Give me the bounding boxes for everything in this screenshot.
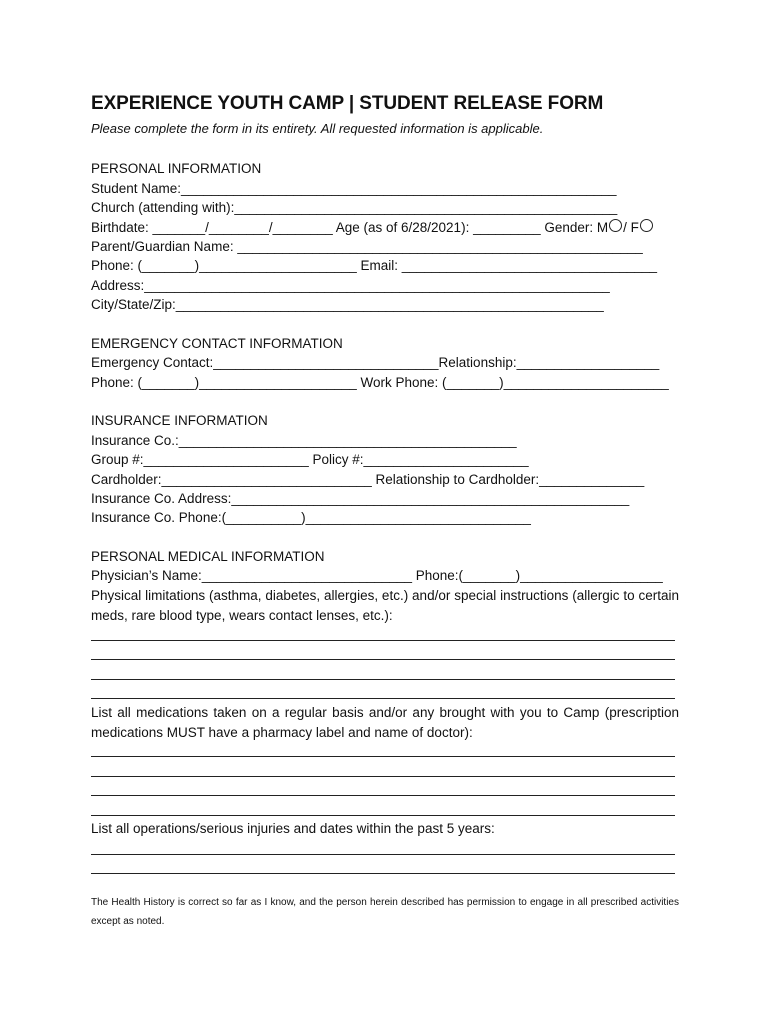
operations-line[interactable] xyxy=(91,854,675,855)
emergency-contact-field[interactable]: Emergency Contact:______________________________Relationship:___________________ xyxy=(91,355,660,370)
form-subtitle: Please complete the form in its entirety. All requested information is applicable. xyxy=(91,121,544,136)
form-title: EXPERIENCE YOUTH CAMP | STUDENT RELEASE FORM xyxy=(91,93,604,114)
insurance-phone-field[interactable]: Insurance Co. Phone:(__________)______________________________ xyxy=(91,510,531,525)
student-name-field[interactable]: Student Name:__________________________________________________________ xyxy=(91,181,617,196)
church-field[interactable]: Church (attending with):___________________________________________________ xyxy=(91,200,618,215)
limitations-line[interactable] xyxy=(91,659,675,660)
emergency-heading: EMERGENCY CONTACT INFORMATION xyxy=(91,336,343,351)
physician-field[interactable]: Physician’s Name:____________________________ Phone:(_______)___________________ xyxy=(91,568,663,583)
operations-line[interactable] xyxy=(91,873,675,874)
limitations-line[interactable] xyxy=(91,640,675,641)
limitations-prompt: Physical limitations (asthma, diabetes, allergies, etc.) and/or special instructions (allergic to certain meds, rare blood type, wears contact lenses, etc.): xyxy=(91,588,679,623)
medications-line[interactable] xyxy=(91,776,675,777)
medications-line[interactable] xyxy=(91,815,675,816)
gender-male-radio[interactable] xyxy=(609,219,622,232)
birthdate-age-gender-row xyxy=(91,219,679,237)
limitations-line[interactable] xyxy=(91,679,675,680)
medical-heading: PERSONAL MEDICAL INFORMATION xyxy=(91,549,325,564)
parent-guardian-field[interactable]: Parent/Guardian Name: ______________________________________________________ xyxy=(91,239,643,254)
gender-separator: / F xyxy=(623,220,639,235)
cardholder-field[interactable]: Cardholder:____________________________ Relationship to Cardholder:______________ xyxy=(91,472,645,487)
gender-female-radio[interactable] xyxy=(640,219,653,232)
emergency-phone-field[interactable]: Phone: (_______)_____________________ Work Phone: (_______)______________________ xyxy=(91,375,669,390)
personal-info-heading: PERSONAL INFORMATION xyxy=(91,161,262,176)
city-state-zip-field[interactable]: City/State/Zip:_________________________________________________________ xyxy=(91,297,604,312)
health-history-statement: The Health History is correct so far as I know, and the person herein described has permission to engage in all prescribed activities except as noted. xyxy=(91,897,679,927)
medications-line[interactable] xyxy=(91,795,675,796)
insurance-address-field[interactable]: Insurance Co. Address:_____________________________________________________ xyxy=(91,491,630,506)
group-policy-field[interactable]: Group #:______________________ Policy #:______________________ xyxy=(91,452,529,467)
insurance-company-field[interactable]: Insurance Co.:_____________________________________________ xyxy=(91,433,517,448)
limitations-line[interactable] xyxy=(91,698,675,699)
phone-email-field[interactable]: Phone: (_______)_____________________ Email: __________________________________ xyxy=(91,258,658,273)
birthdate-age-label[interactable]: Birthdate: _______/________/________ Age (as of 6/28/2021): _________ Gender: M xyxy=(91,220,609,235)
address-field[interactable]: Address:______________________________________________________________ xyxy=(91,278,610,293)
operations-prompt: List all operations/serious injuries and dates within the past 5 years: xyxy=(91,821,495,836)
medications-prompt: List all medications taken on a regular basis and/or any brought with you to Camp (prescription medications MUST have a pharmacy label and name of doctor): xyxy=(91,705,679,740)
insurance-heading: INSURANCE INFORMATION xyxy=(91,413,268,428)
medications-line[interactable] xyxy=(91,756,675,757)
